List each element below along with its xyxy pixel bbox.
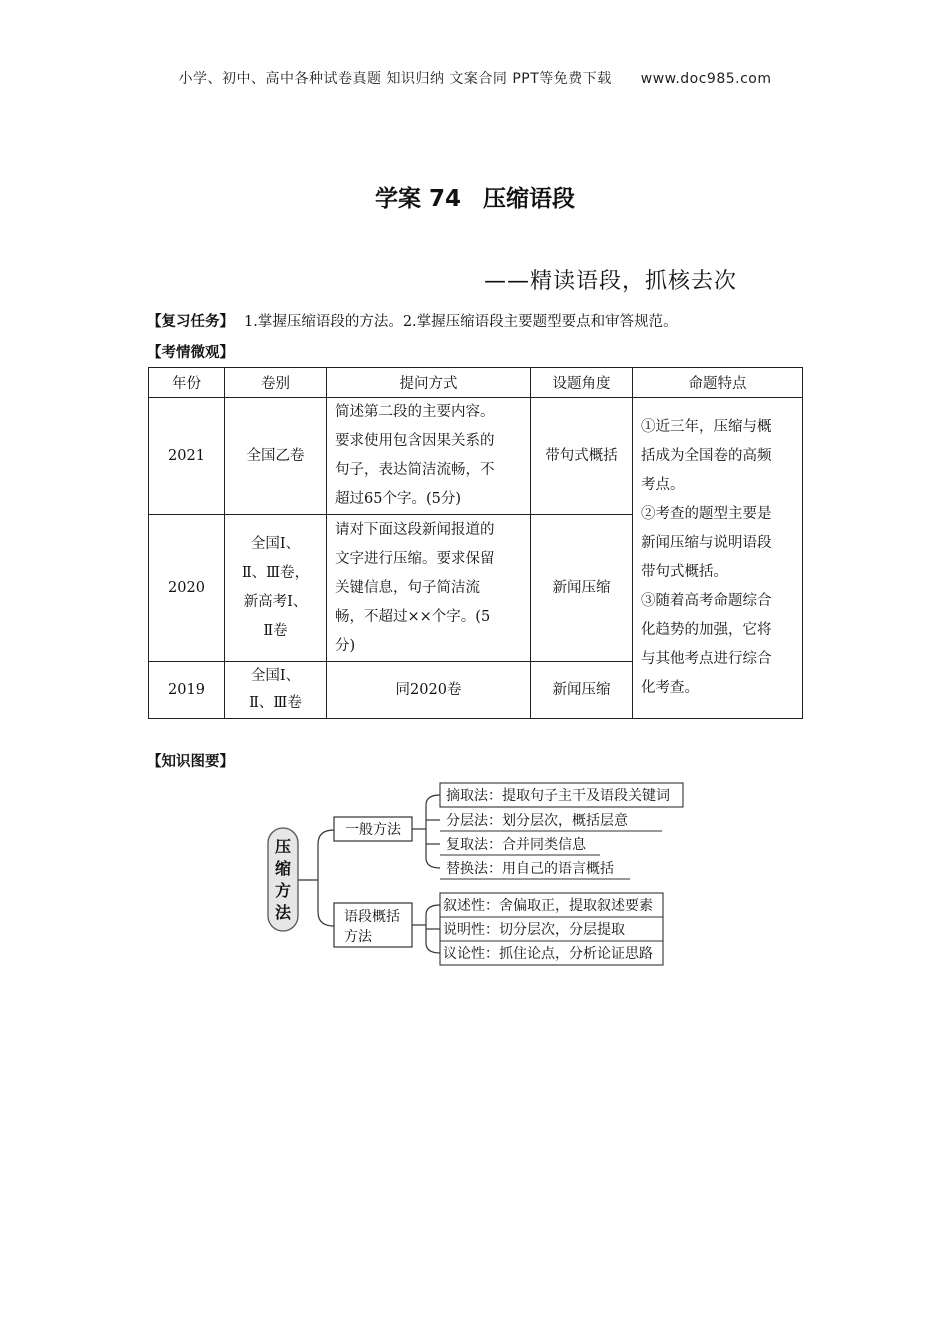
paper-line: 全国Ⅰ、 — [250, 536, 301, 552]
feature-line: 新闻压缩与说明语段 — [641, 535, 772, 551]
angle-cell: 新闻压缩 — [531, 662, 633, 719]
paper-line: Ⅱ、Ⅲ卷 — [249, 695, 302, 711]
year-cell: 2019 — [149, 662, 225, 719]
page-header — [0, 68, 950, 88]
paper-line: 新高考Ⅰ、 — [243, 594, 308, 610]
table-header-row — [149, 368, 803, 398]
question-line: 超过65个字。(5分) — [335, 491, 461, 507]
feature-line: 括成为全国卷的高频 — [641, 448, 772, 464]
question-cell — [327, 398, 531, 515]
feature-line: 化考查。 — [641, 680, 699, 696]
review-task-label: 【复习任务】 — [147, 314, 234, 330]
paper-line: 全国Ⅰ、 — [250, 668, 301, 684]
angle-cell: 新闻压缩 — [531, 515, 633, 662]
paper-cell — [225, 515, 327, 662]
page-title — [0, 180, 950, 213]
question-line: 畅，不超过××个字。(5 — [335, 608, 491, 625]
question-line: 文字进行压缩。要求保留 — [335, 550, 495, 567]
angle-cell: 带句式概括 — [531, 398, 633, 515]
branch1-connectors — [412, 795, 440, 868]
question-cell: 同2020卷 — [327, 662, 531, 719]
branch-label: 一般方法 — [345, 822, 401, 838]
question-line: 关键信息，句子简洁流 — [335, 579, 480, 596]
table-header-cell: 卷别 — [225, 368, 327, 398]
root-char: 法 — [274, 903, 292, 922]
table-row — [149, 398, 803, 515]
root-char: 缩 — [274, 859, 292, 878]
branch-label: 方法 — [344, 929, 372, 945]
title-prefix: 学案 74 — [374, 186, 461, 212]
year-cell: 2021 — [149, 398, 225, 515]
paper-cell — [225, 398, 327, 515]
paper-line: Ⅱ卷 — [263, 623, 288, 639]
knowledge-map-label: 【知识图要】 — [147, 754, 234, 770]
features-cell — [633, 398, 803, 719]
branch1-leaves — [440, 783, 683, 879]
feature-line: ③随着高考命题综合 — [641, 593, 772, 609]
root-connectors — [298, 830, 334, 926]
branch-label: 语段概括 — [344, 909, 400, 925]
root-char: 方 — [274, 881, 292, 900]
exam-table — [148, 367, 803, 719]
question-cell — [327, 515, 531, 662]
review-task-text: 1.掌握压缩语段的方法。2.掌握压缩语段主要题型要点和审答规范。 — [244, 314, 678, 330]
leaf-text: 叙述性：舍偏取正，提取叙述要素 — [443, 898, 653, 914]
feature-line: ②考查的题型主要是 — [641, 506, 772, 522]
page-subtitle: ——精读语段，抓核去次 — [484, 269, 738, 294]
leaf-text: 替换法：用自己的语言概括 — [446, 861, 614, 877]
table-header-cell: 年份 — [149, 368, 225, 398]
leaf-text: 议论性：抓住论点，分析论证思路 — [443, 946, 653, 962]
branch2-connectors — [412, 905, 440, 953]
leaf-text: 说明性：切分层次，分层提取 — [443, 922, 625, 938]
root-char: 压 — [274, 837, 292, 856]
branch2-leaves — [440, 893, 663, 965]
table-header-cell: 设题角度 — [531, 368, 633, 398]
review-task — [147, 310, 678, 331]
paper-line: Ⅱ、Ⅲ卷， — [241, 565, 310, 581]
leaf-text: 分层法：划分层次，概括层意 — [446, 813, 628, 829]
paper-line: 全国乙卷 — [246, 447, 305, 464]
exam-situation-label: 【考情微观】 — [147, 345, 234, 361]
question-line: 简述第二段的主要内容。 — [335, 404, 495, 420]
feature-line: 与其他考点进行综合 — [641, 651, 772, 667]
knowledge-mindmap — [260, 770, 700, 970]
question-line: 要求使用包含因果关系的 — [335, 433, 495, 449]
table-header-cell: 提问方式 — [327, 368, 531, 398]
question-line: 句子，表达简洁流畅，不 — [335, 462, 495, 478]
question-line: 分) — [335, 637, 356, 654]
feature-line: 考点。 — [641, 477, 685, 493]
feature-line: ①近三年，压缩与概 — [641, 419, 772, 435]
leaf-text: 复取法：合并同类信息 — [446, 837, 586, 853]
feature-line: 化趋势的加强，它将 — [641, 622, 772, 638]
header-url[interactable]: www.doc985.com — [640, 71, 772, 87]
question-line: 请对下面这段新闻报道的 — [335, 521, 495, 538]
table-header-cell: 命题特点 — [633, 368, 803, 398]
header-text: 小学、初中、高中各种试卷真题 知识归纳 文案合同 PPT等免费下载 — [178, 71, 612, 87]
title-name: 压缩语段 — [483, 186, 575, 212]
year-cell: 2020 — [149, 515, 225, 662]
paper-cell — [225, 662, 327, 719]
leaf-text: 摘取法：提取句子主干及语段关键词 — [446, 788, 670, 804]
feature-line: 带句式概括。 — [641, 564, 728, 580]
